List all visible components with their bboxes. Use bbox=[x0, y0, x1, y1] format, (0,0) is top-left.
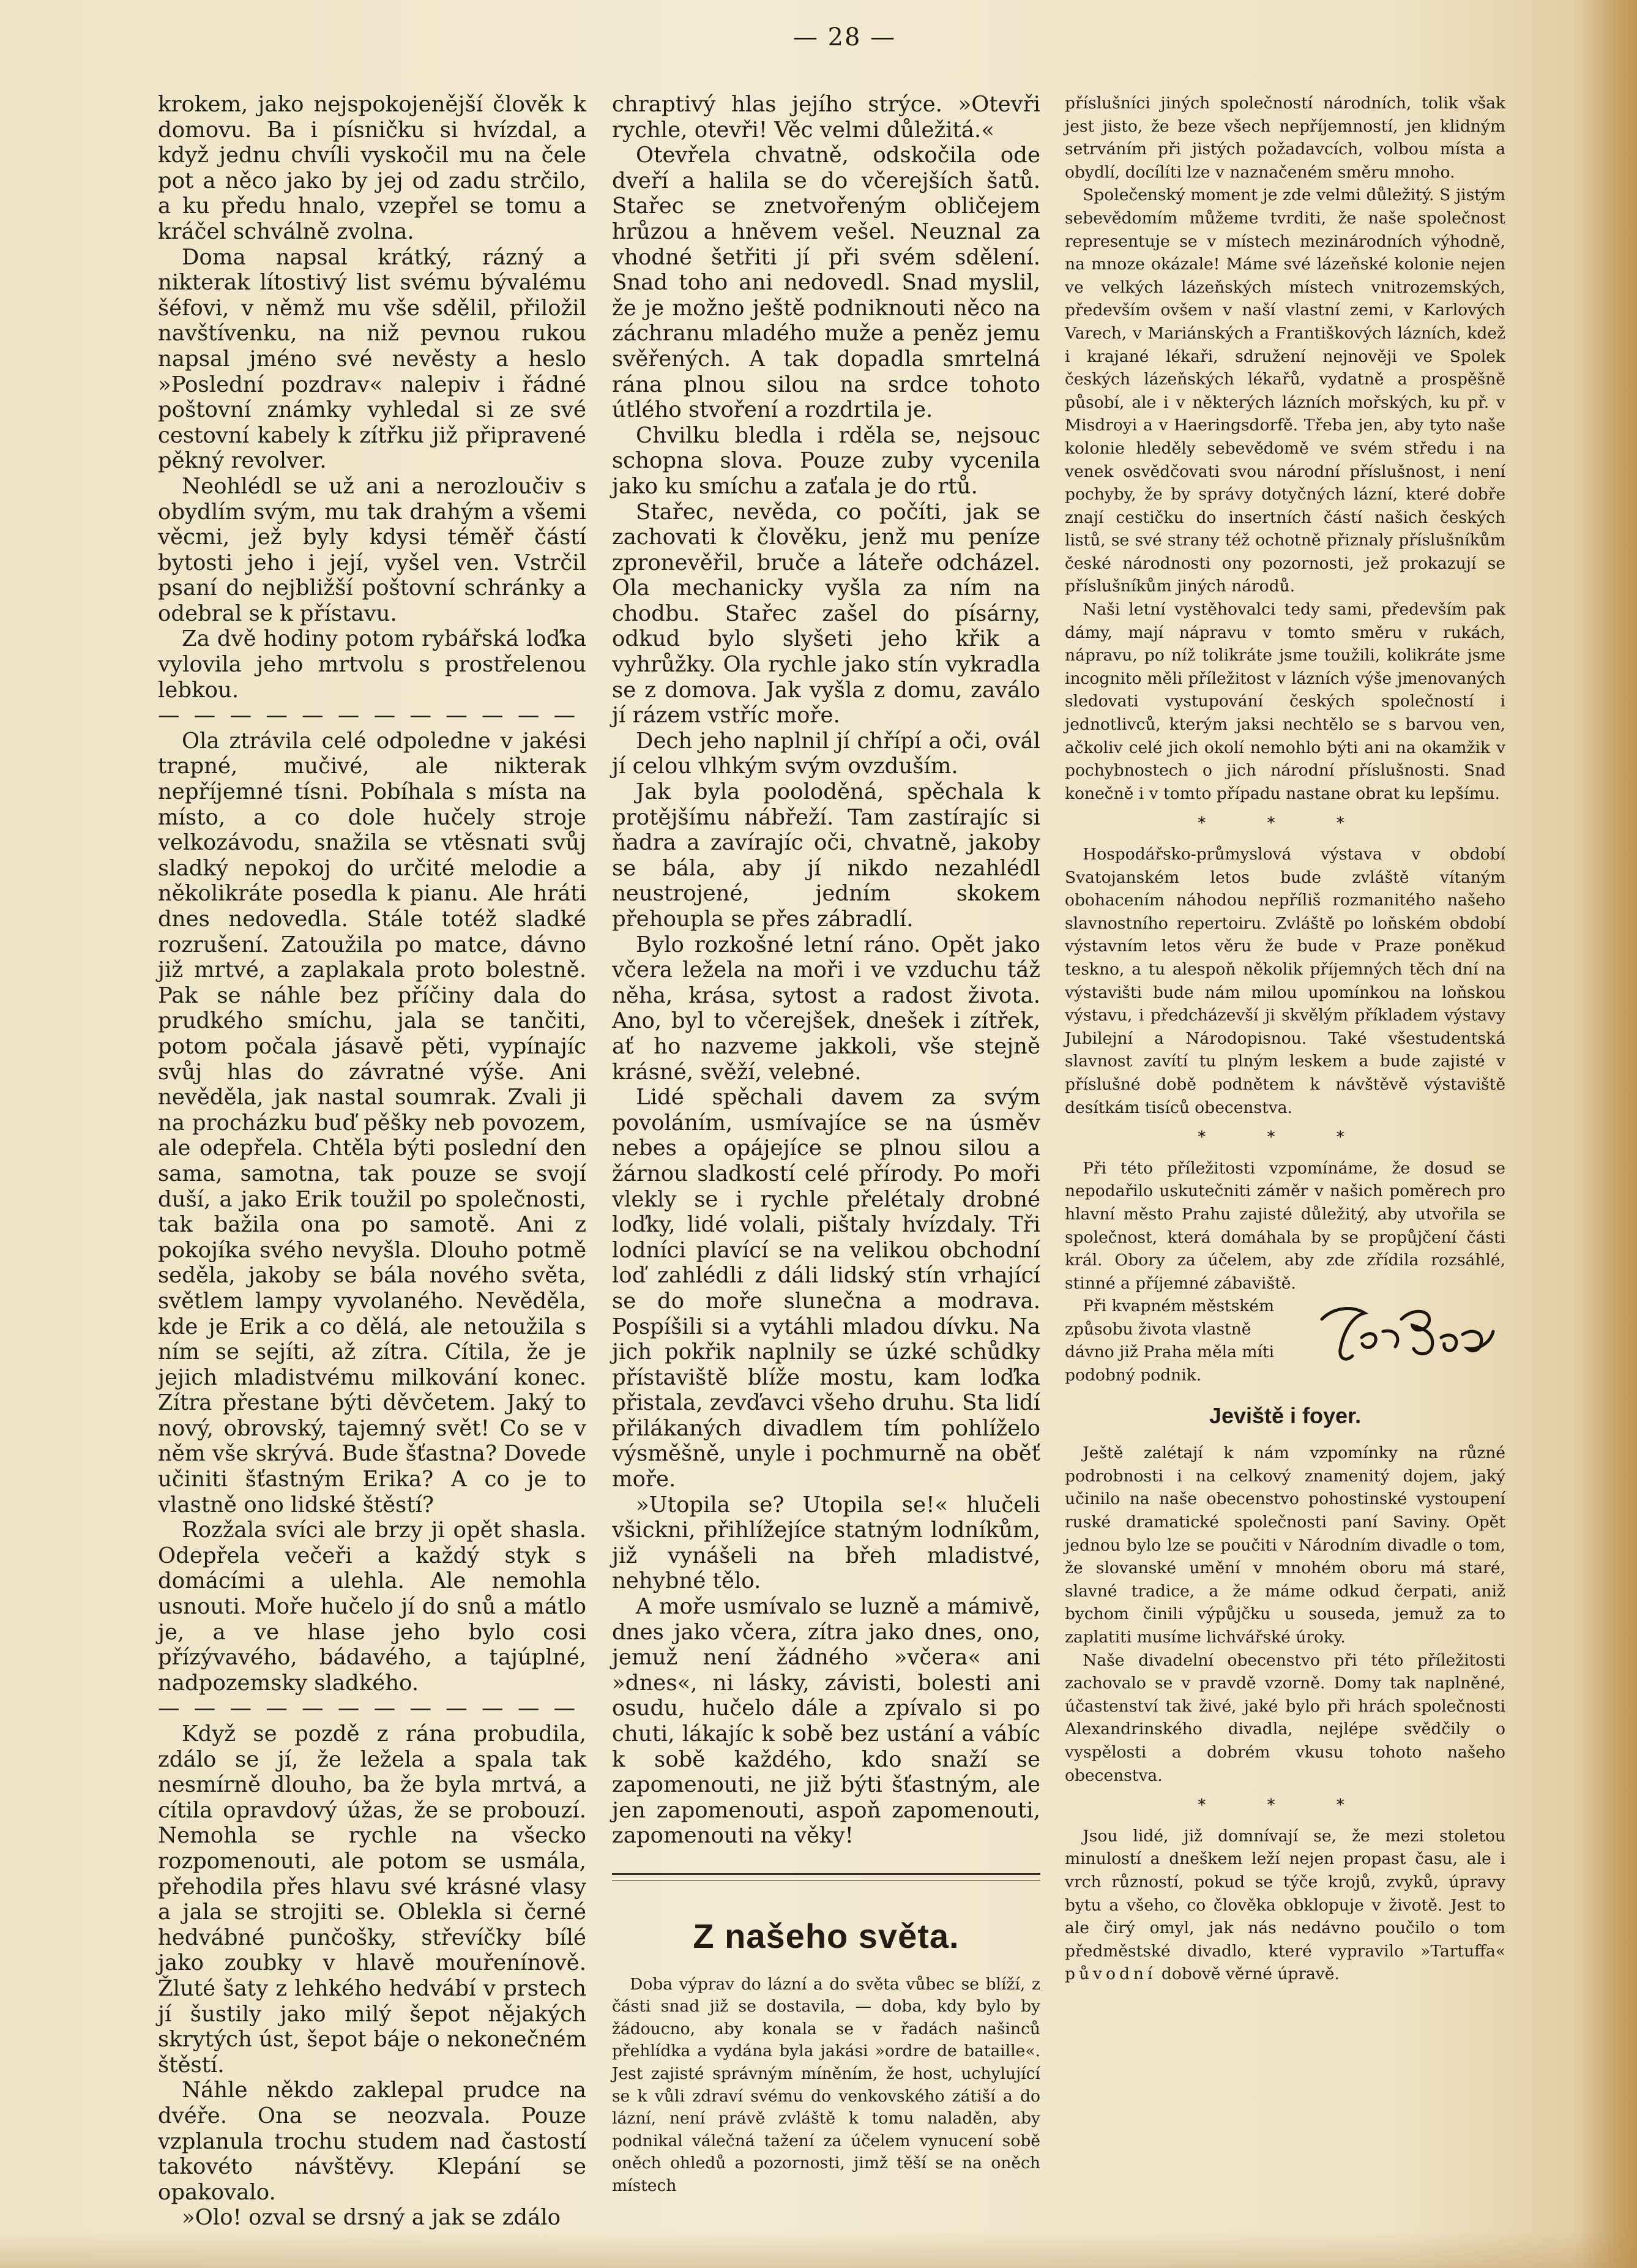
section-separator: — — — — — — — — — — — — bbox=[158, 703, 580, 728]
col3-paragraph-7: Ještě zalétají k nám vzpomínky na různé podrobnosti i na celkový znamenitý dojem, jaký učinilo na naše obecenstvo pohostinské vystoupení ruské dramatické společnosti paní Saviny. Opět jednou bylo lze se poučiti v Národním divadle o tom, že slovanské umění v mnohém oboru má staré, slavné tradice, a že máme odkud čerpati, aniž bychom činili výpůjčku u souseda, jemuž za to zaplatiti musíme lichvářské úroky. bbox=[1065, 1443, 1505, 1647]
col3-paragraph-9-start: Jsou lidé, již domnívají se, že mezi stoletou minulostí a dneškem leží nejen propast času, ale i vrch růzností, pokud se týče krojů, zvyků, úpravy bytu a všeho, co člověka obklopuje v životě. Jest to ale čirý omyl, jak nás nedávno poučilo o tom předměstské divadlo, které vypravilo »Tartuffa« bbox=[1065, 1826, 1505, 1961]
section-subhead: Jeviště i foyer. bbox=[1209, 1402, 1362, 1428]
col3-paragraph-2: Společenský moment je zde velmi důležitý. S jistým sebevědomím můžeme tvrditi, že naše společnost representuje se v místech mezinárodních výhodně, na mnoze okázale! Máme své lázeňské kolonie nejen ve velkých lázeňských místech vnitrozemských, především ovšem v naší vlastní zemi, v Karlových Varech, v Mariánských a Františkových lázních, kdež i krajané lékaři, sdružení nejnověji ve Spolek českých lázeňských lékařů, vydatně a prospěšně působí, ale i v některých lázních mořských, ku př. v Misdroyi a v Haeringsdorfě. Třeba jen, aby tyto naše kolonie hleděly sebevědomě ve svém středu i na venek osvědčovati svou národní příslušnost, i není pochyby, že by správy dotyčných lázní, které dobře znají cestičku do insertních částí našich českých listů, se své strany též ochotně přiznaly příslušníkům české národnosti ony pozornosti, jež prokazují se příslušníkům jiných národů. bbox=[1065, 185, 1505, 596]
col2-paragraph-5: Dech jeho naplnil jí chřípí a oči, ovál jí celou vlhkým svým ovzduším. bbox=[612, 728, 1040, 779]
col2-paragraph-9: »Utopila se? Utopila se!« hlučeli všickni, přihlížejíce statným lodníkům, již vynášeli na břeh mladistvé, nehybné tělo. bbox=[612, 1492, 1040, 1594]
col1-paragraph-1: krokem, jako nejspokojenější člověk k domovu. Ba i písničku si hvízdal, a když jednu chvíli vyskočil mu na čele pot a něco jako by jej od zadu strčilo, a ku předu hnalo, vzepřel se tomu a kráčel schválně zvolna. bbox=[158, 92, 586, 244]
section-title: Z našeho světa. bbox=[693, 1916, 960, 1955]
page-bottom-shadow bbox=[0, 2231, 1637, 2268]
column-3 bbox=[1065, 92, 1505, 2149]
col3-paragraph-9 bbox=[1065, 1825, 1505, 1986]
col2-paragraph-8: Lidé spěchali davem za svým povoláním, usmívajíce se na úsměv nebes a opájejíce se plnou silou a žárnou sladkostí celé přírody. Po moři vlekly se i rychle přelétaly drobné loďky, lidé volali, pištaly hvízdaly. Tři lodníci plavící se na velikou obchodní loď zahlédli z dáli lidský stín vrhající se do moře slunečna a modrava. Pospíšili si a vytáhli mladou dívku. Na jich pokřik naplnily se úzké schůdky přístaviště blíže mostu, kam loďka přistala, zevďavci všeho druhu. Sta lidí přilákaných divadlem tím pohlíželo výsměšně, unyle i pochmurně na oběť moře. bbox=[612, 1085, 1040, 1492]
col2-paragraph-11: Doba výprav do lázní a do světa vůbec se blíží, z části snad již se dostavila, — doba, kdy bylo by žádoucno, aby konala se v řadách našinců přehlídka a vydána byla jakási »ordre de bataille«. Jest zajisté správným míněním, že host, uchylující se k vůli zdraví svému do venkovského zátiší a do lázní, není právě zvláště k tomu naladěn, aby podnikal válečná tažení za účelem vynucení sobě oněch ohledů a pozornosti, jimž těší se na oněch místech bbox=[612, 1974, 1040, 2195]
col3-paragraph-6: Při kvapném městském způsobu života vlastně dávno již Praha měla míti podobný podnik. bbox=[1065, 1297, 1275, 1385]
col2-paragraph-7: Bylo rozkošné letní ráno. Opět jako včera ležela na moři i ve vzduchu táž něha, krása, sytost a radost života. Ano, byl to včerejšek, dnešek i zítřek, ať ho nazveme jakkoli, vše stejně krásné, svěží, velebné. bbox=[612, 932, 1040, 1085]
col1-paragraph-3: Neohlédl se už ani a nerozloučiv s obydlím svým, mu tak drahým a všemi věcmi, jež byly kdysi téměř částí bytosti jeho i její, vyšel ven. Vstrčil psaní do nejbližší poštovní schránky a odebral se k přístavu. bbox=[158, 473, 586, 626]
page-edge-shadow bbox=[1582, 0, 1637, 2268]
col1-paragraph-4: Za dvě hodiny potom rybářská loďka vylovila jeho mrtvolu s prostřelenou lebkou. bbox=[158, 626, 586, 703]
col1-paragraph-8: Náhle někdo zaklepal prudce na dvéře. Ona se neozvala. Pouze vzplanula trochu studem nad častostí takovéto návštěvy. Klepání se opakovalo. bbox=[158, 2078, 586, 2205]
section-rule bbox=[612, 1873, 1040, 1881]
col3-paragraph-9-end: dobově věrné úpravě. bbox=[1161, 1964, 1340, 1984]
col2-paragraph-1: chraptivý hlas jejího strýce. »Otevři rychle, otevři! Věc velmi důležitá.« bbox=[612, 92, 1040, 143]
col1-paragraph-6: Rozžala svíci ale brzy ji opět shasla. Odepřela večeři a každý styk s domácími a ulehla. Ale nemohla usnouti. Moře hučelo jí do snů a mátlo je, a ve hlase jeho bylo cosi přízývavého, bádavého, a tajúplné, nadpozemsky sladkého. bbox=[158, 1518, 586, 1696]
handwritten-signature bbox=[1310, 1295, 1505, 1374]
col3-spaced-word: původní bbox=[1065, 1964, 1157, 1984]
signature-block bbox=[1065, 1295, 1505, 1387]
column-1 bbox=[158, 92, 586, 2231]
col1-paragraph-9: »Olo! ozval se drsný a jak se zdálo bbox=[182, 2205, 561, 2231]
asterism-divider: * * * bbox=[1198, 1128, 1373, 1147]
col3-paragraph-3: Naši letní vystěhovalci tedy sami, především pak dámy, mají nápravu v tomto směru v rukách, nápravu, po níž tolikráte jsme toužili, kolikráte jsme incognito měli příležitost v lázních výše jmenovaných sledovati vystupování českých společností i jednotlivců, kterým jaksi nechtělo se s barvou ven, ačkoliv celé jich okolí nemohlo býti ani na okamžik v pochybnostech o jich národní příslušnosti. Snad konečně i v tomto případu nastane obrat ku lepšímu. bbox=[1065, 600, 1505, 803]
col2-paragraph-6: Jak byla pooloděná, spěchala k protějšímu nábřeží. Tam zastírajíc si ňadra a zavírajíc oči, chvatně, jakoby se bála, aby jí nikdo nezahlédl neustrojené, jedním skokem přehoupla se přes zábradlí. bbox=[612, 779, 1040, 932]
col2-paragraph-4: Stařec, nevěda, co počíti, jak se zachovati k člověku, jenž mu peníze zpronevěřil, bruče a láteře odcházel. Ola mechanicky vyšla za ním na chodbu. Stařec zašel do písárny, odkud bylo slyšeti jeho křik a vyhrůžky. Ola rychle jako stín vykradla se z domova. Jak vyšla z domu, zaválo jí rázem vstříc moře. bbox=[612, 499, 1040, 728]
section-separator: — — — — — — — — — — — — bbox=[158, 1696, 580, 1721]
col3-paragraph-1: příslušníci jiných společností národních, tolik však jest jisto, že beze všech nepříjemností, jen klidným setrváním při jistých požadavcích, volbou místa a obydlí, docílíti lze v naznačeném směru mnoho. bbox=[1065, 94, 1505, 182]
col1-paragraph-7: Když se pozdě z rána probudila, zdálo se jí, že ležela a spala tak nesmírně dlouho, ba že byla mrtvá, a cítila opravdový úžas, že se probouzí. Nemohla se rychle na všecko rozpomenouti, ale potom se usmála, přehodila přes hlavu své krásné vlasy a jala se strojiti se. Oblekla si černé hedvábné punčošky, střevíčky bílé jako zoubky v hlavě mouřenínově. Žluté šaty z lehkého hedvábí v prstech jí šustily jako milý šepot nějakých skrytých úst, šepot báje o nekonečném štěstí. bbox=[158, 1721, 586, 2078]
col1-paragraph-2: Doma napsal krátký, rázný a nikterak lítostivý list svému bývalému šéfovi, v němž mu vše sdělil, přiložil navštívenku, na niž pevnou rukou napsal jméno své nevěsty a heslo »Poslední pozdrav« nalepiv i řádné poštovní známky vyhledal si ze své cestovní kabely k zítřku již připravené pěkný revolver. bbox=[158, 244, 586, 474]
asterism-divider: * * * bbox=[1198, 1796, 1373, 1815]
col1-paragraph-5: Ola ztrávila celé odpoledne v jakési trapné, mučivé, ale nikterak nepříjemné tísni. Pobíhala s místa na místo, a co dole hučely stroje velkozávodu, snažila se vtěsnati svůj sladký nepokoj do určité melodie a několikráte posedla k pianu. Ale hráti dnes nedovedla. Stále totéž sladké rozrušení. Zatoužila po matce, dávno již mrtvé, a zaplakala proto bolestně. Pak se náhle bez příčiny dala do prudkého smíchu, jala se tančiti, potom počala jásavě pěti, vypínajíc svůj hlas do závratné výše. Ani nevěděla, jak nastal soumrak. Zvali ji na procházku buď pěšky neb povozem, ale odepřela. Chtěla býti poslední den sama, samotna, tak pouze se svojí duší, a jako Erik toužil po společnosti, tak bažila ona po samotě. Ani z pokojíka svého nevyšla. Dlouho potmě seděla, jakoby se bála nového světa, světlem lampy vyvolaného. Nevěděla, kde je Erik a co dělá, ale netoužila s ním se sejíti, až zítra. Cítila, že je jejich mladistvému milkování konec. Zítra přestane býti děvčetem. Jaký to nový, obrovský, tajemný svět! Co se v něm vše skrývá. Bude šťastna? Dovede učiniti šťastným Erika? A co je to vlastně ono lidské štěstí? bbox=[158, 728, 586, 1518]
col2-paragraph-2: Otevřela chvatně, odskočila ode dveří a halila se do včerejších šatů. Stařec se znetvořeným obličejem hrůzou a hněvem vešel. Neuznal za vhodné šetřiti jí při svém sdělení. Snad toho ani nedovedl. Snad myslil, že je možno ještě podniknouti něco na záchranu mladého muže a peněz jemu svěřených. A tak dopadla smrtelná rána plnou silou na srdce tohoto útlého stvoření a rozdrtila je. bbox=[612, 143, 1040, 423]
col2-paragraph-10: A moře usmívalo se luzně a mámivě, dnes jako včera, zítra jako dnes, ono, jemuž není žádného »včera« ani »dnes«, ni lásky, závisti, bolesti ani osudu, hučelo dále a zpívalo si po chuti, lákajíc k sobě bez ustání a vábíc k sobě každého, kdo snaží se zapomenouti, ne již býti šťastným, ale jen zapomenouti, aspoň zapomenouti, zapomenouti na věky! bbox=[612, 1594, 1040, 1849]
col3-paragraph-8: Naše divadelní obecenstvo při této příležitosti zachovalo se v pravdě vzorně. Domy tak naplněné, účastenství tak živé, jaké bylo při hrách společnosti Alexandrinského divadla, nejlépe svědčily o vyspělosti a dobrém vkusu tohoto našeho obecenstva. bbox=[1065, 1650, 1505, 1785]
col3-paragraph-4: Hospodářsko-průmyslová výstava v období Svatojanském letos bude zvláště vítaným obohacením náhodou nepříliš rozmanitého našeho slavnostního repertoiru. Zvláště po loňském období výstavním letos věru že bude v Praze poněkud teskno, a tu alespoň několik příjemných těch dní na výstavišti bude nám milou upomínkou na loňskou výstavu, i předcházevší ji skvělým příkladem výstavy Jubilejní a Národopisnou. Také všestudentská slavnost zavítí tu plným leskem a bude zajisté v příslušné době podnětem k návštěvě výstaviště desítkám tisíců obecenstva. bbox=[1065, 845, 1505, 1117]
col2-paragraph-3: Chvilku bledla i rděla se, nejsouc schopna slova. Pouze zuby vycenila jako ku smíchu a zaťala je do rtů. bbox=[612, 422, 1040, 499]
page-number: — 28 — bbox=[792, 23, 897, 51]
col3-paragraph-5: Při této příležitosti vzpomínáme, že dosud se nepodařilo uskutečniti záměr v našich poměrech pro hlavní město Prahu zajisté důležitý, aby utvořila se společnost, která domáhala by se propůjčení části král. Obory za účelem, aby zde zřídila rozsáhlé, stinné a příjemné zábaviště. bbox=[1065, 1158, 1505, 1293]
asterism-divider: * * * bbox=[1198, 814, 1373, 833]
column-2 bbox=[612, 92, 1040, 2195]
